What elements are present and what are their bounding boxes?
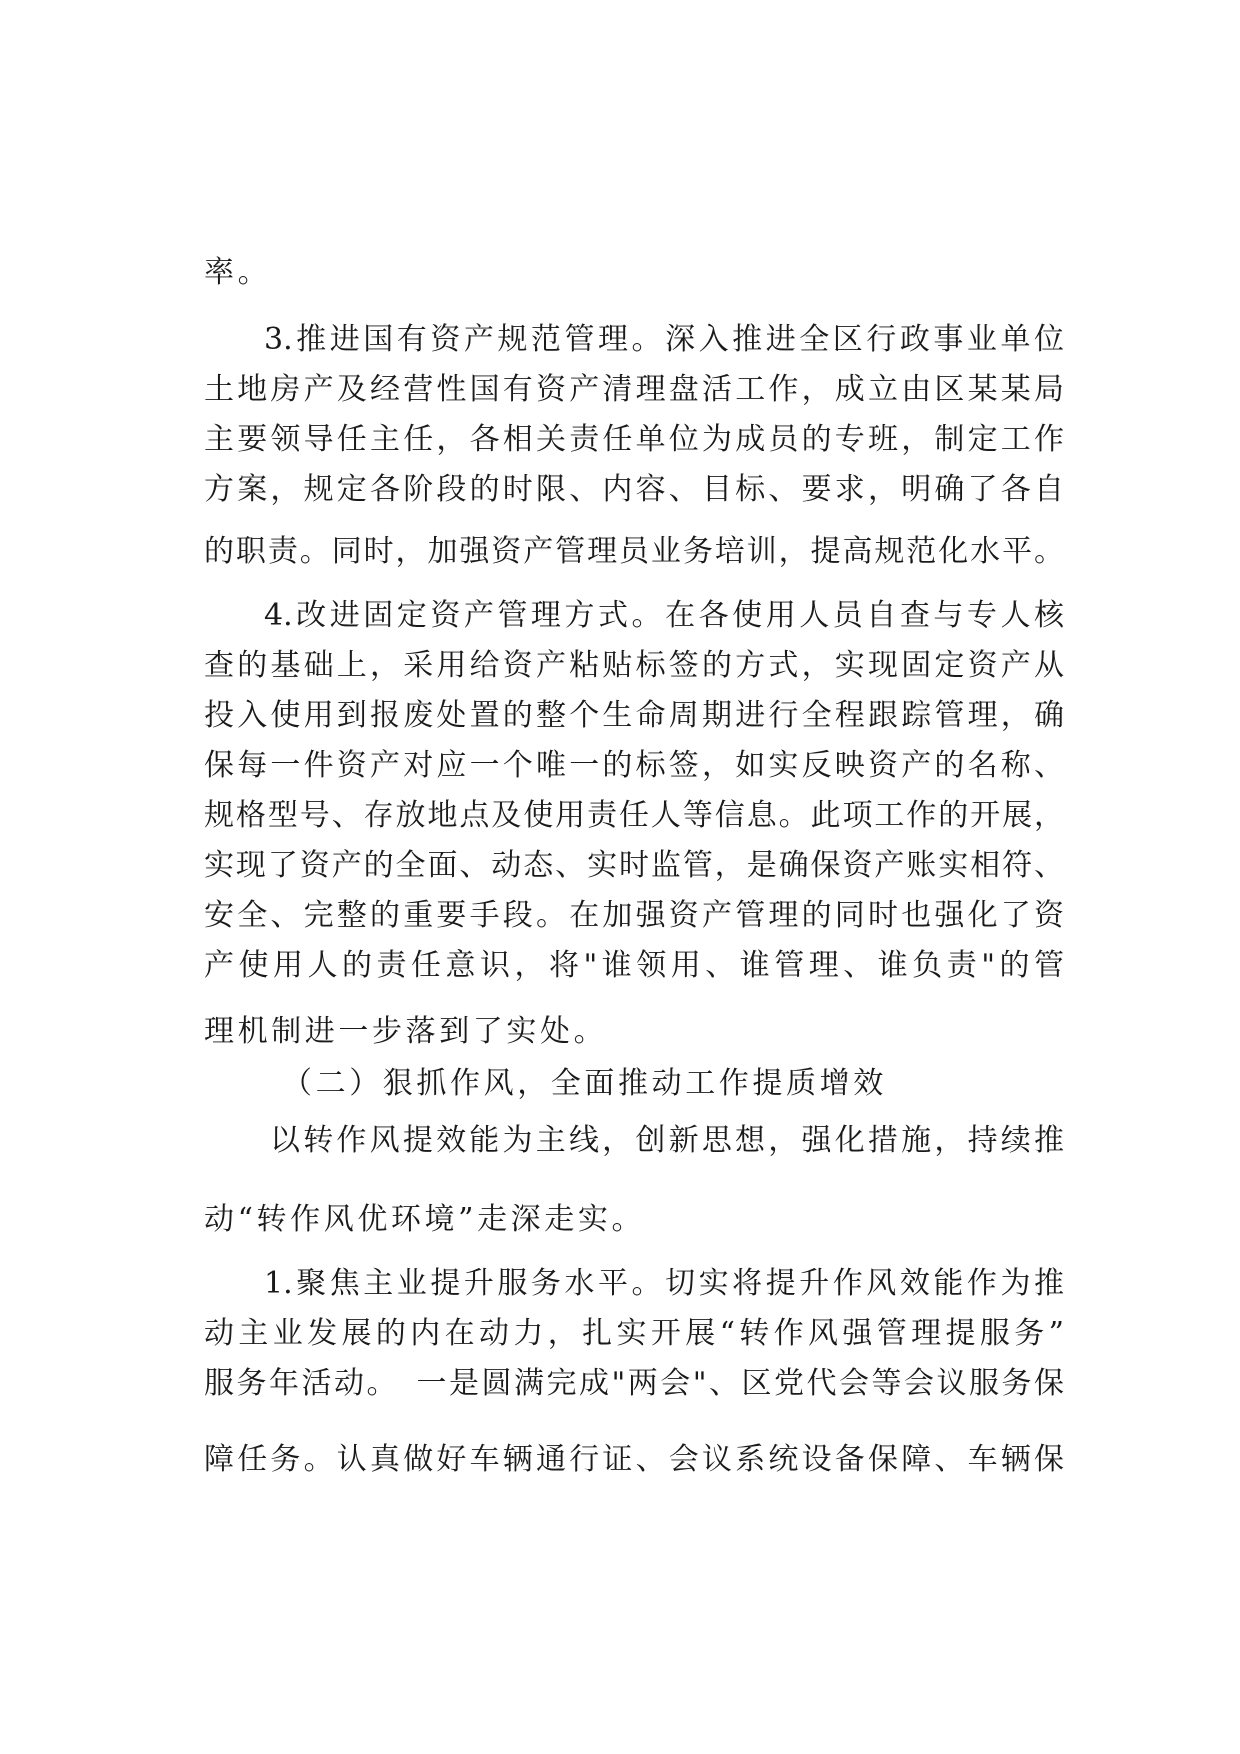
text-line-12: 实现了资产的全面、动态、实时监管，是确保资产账实相符、: [204, 848, 1064, 883]
text-line-9: 投入使用到报废处置的整个生命周期进行全程跟踪管理，确: [204, 698, 1064, 733]
text-line-7: 4.改进固定资产管理方式。在各使用人员自查与专人核: [264, 598, 1064, 633]
text-line-19: 1.聚焦主业提升服务水平。切实将提升作风效能作为推: [264, 1266, 1064, 1301]
text-line-4: 主要领导任主任，各相关责任单位为成员的专班，制定工作: [204, 422, 1064, 457]
text-line-5: 方案，规定各阶段的时限、内容、目标、要求，明确了各自: [204, 472, 1064, 507]
text-line-3: 土地房产及经营性国有资产清理盘活工作，成立由区某某局: [204, 372, 1064, 407]
text-line-21: 服务年活动。 一是圆满完成"两会"、区党代会等会议服务保: [204, 1366, 1064, 1401]
text-line-8: 查的基础上，采用给资产粘贴标签的方式，实现固定资产从: [204, 648, 1064, 683]
text-line-10: 保每一件资产对应一个唯一的标签，如实反映资产的名称、: [204, 748, 1064, 783]
text-line-6: 的职责。同时，加强资产管理员业务培训，提高规范化水平。: [204, 534, 1064, 569]
text-line-2: 3.推进国有资产规范管理。深入推进全区行政事业单位: [264, 322, 1064, 357]
text-line-17: 以转作风提效能为主线，创新思想，强化措施，持续推: [270, 1123, 1064, 1158]
text-line-11: 规格型号、存放地点及使用责任人等信息。此项工作的开展，: [204, 798, 1064, 833]
text-line-22: 障任务。认真做好车辆通行证、会议系统设备保障、车辆保: [204, 1442, 1064, 1477]
text-line-15: 理机制进一步落到了实处。: [204, 1014, 608, 1049]
text-line-13: 安全、完整的重要手段。在加强资产管理的同时也强化了资: [204, 898, 1064, 933]
text-line-18: 动“转作风优环境”走深走实。: [204, 1202, 646, 1237]
text-line-1: 率。: [204, 255, 272, 290]
text-line-20: 动主业发展的内在动力，扎实开展“转作风强管理提服务”: [204, 1316, 1064, 1351]
text-line-14: 产使用人的责任意识，将"谁领用、谁管理、谁负责"的管: [204, 948, 1064, 983]
section-heading: （二）狠抓作风，全面推动工作提质增效: [282, 1066, 887, 1101]
